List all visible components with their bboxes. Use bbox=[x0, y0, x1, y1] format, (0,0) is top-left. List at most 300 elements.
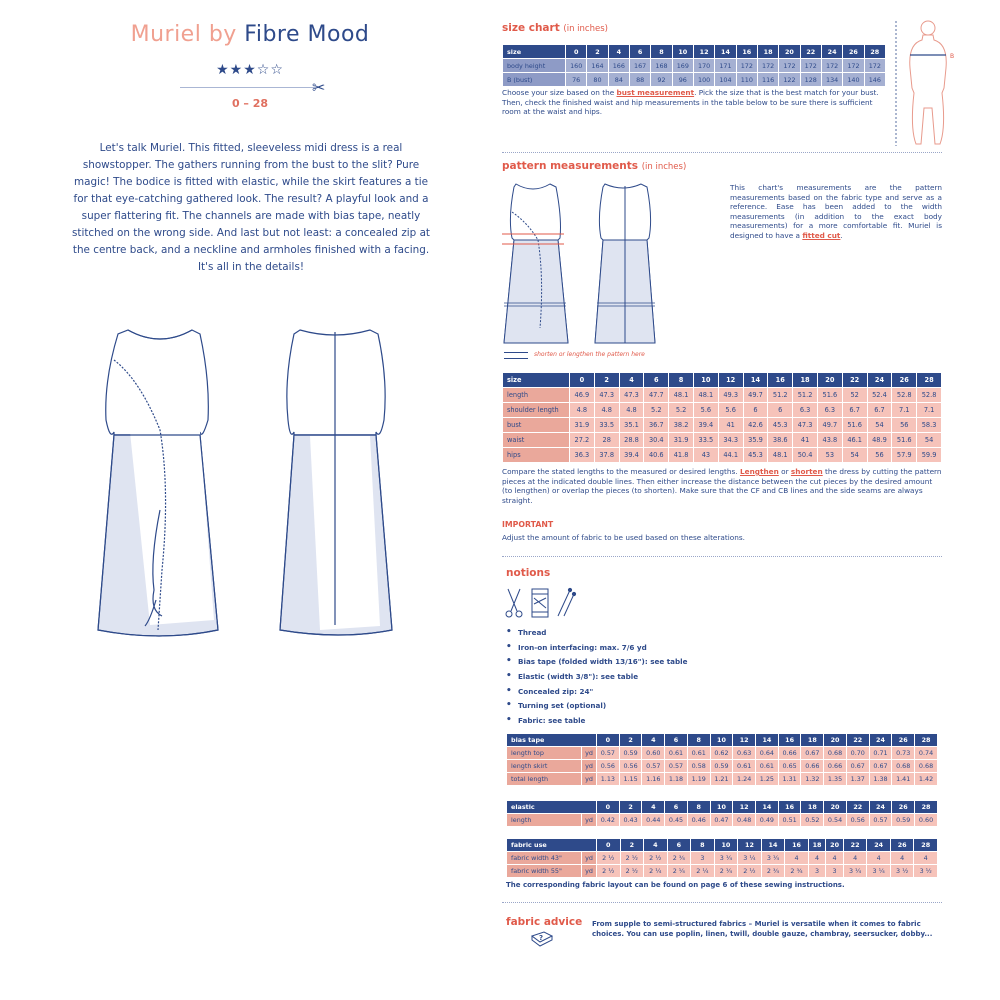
table-cell: 104 bbox=[715, 73, 736, 87]
table-cell: 6.3 bbox=[793, 403, 818, 418]
table-cell: 168 bbox=[651, 59, 672, 73]
table-cell: 122 bbox=[779, 73, 800, 87]
difficulty-stars: ★★★☆☆ bbox=[216, 62, 284, 78]
notion-item: • Concealed zip: 24" bbox=[506, 687, 806, 702]
table-cell: 0.64 bbox=[756, 747, 779, 760]
table-cell: 1.25 bbox=[756, 773, 779, 786]
size-range: 0 – 28 bbox=[231, 97, 269, 110]
size-header-cell: 0 bbox=[570, 373, 595, 388]
table-cell: 169 bbox=[672, 59, 693, 73]
svg-text:?: ? bbox=[539, 934, 544, 942]
table-cell: 1.13 bbox=[597, 773, 620, 786]
size-header-cell: 8 bbox=[687, 801, 710, 814]
table-cell: 6 bbox=[743, 403, 768, 418]
body-figure-illustration bbox=[886, 18, 976, 148]
row-label: length bbox=[503, 388, 570, 403]
row-label: fabric width 55" bbox=[507, 865, 582, 878]
table-header-row bbox=[503, 373, 942, 388]
table-cell: 134 bbox=[821, 73, 842, 87]
size-header-cell: 4 bbox=[642, 801, 665, 814]
shorten-link[interactable]: shorten bbox=[790, 467, 823, 476]
table-cell: 0.54 bbox=[824, 814, 847, 827]
table-cell: 4 bbox=[808, 852, 826, 865]
size-header-cell: 0 bbox=[597, 839, 621, 852]
table-header-label: bias tape bbox=[507, 734, 597, 747]
table-cell: 2 ¼ bbox=[714, 865, 738, 878]
table-cell: 0.61 bbox=[733, 760, 756, 773]
notion-item: • Thread bbox=[506, 628, 806, 643]
table-cell: 48.9 bbox=[867, 433, 892, 448]
table-cell: 172 bbox=[800, 59, 821, 73]
table-cell: 35.1 bbox=[619, 418, 644, 433]
row-label: total length bbox=[507, 773, 582, 786]
table-cell: 50.4 bbox=[793, 448, 818, 463]
size-chart-table-wrap bbox=[502, 44, 886, 87]
table-cell: 35.9 bbox=[743, 433, 768, 448]
table-cell: 0.42 bbox=[597, 814, 620, 827]
notions-icons bbox=[504, 586, 584, 620]
table-cell: 48.1 bbox=[693, 388, 718, 403]
size-header-cell: 28 bbox=[917, 373, 942, 388]
fabric-use-table-wrap bbox=[506, 838, 938, 878]
table-cell: 3 ¼ bbox=[867, 865, 891, 878]
title-muriel-by: Muriel by bbox=[130, 22, 245, 47]
table-cell: 1.41 bbox=[892, 773, 915, 786]
table-header-row bbox=[507, 801, 938, 814]
table-cell: 6.7 bbox=[867, 403, 892, 418]
fabric-layout-note: The corresponding fabric layout can be found on page 6 of these sewing instructions. bbox=[506, 881, 845, 889]
scissors-icon: ✂ bbox=[312, 78, 326, 97]
size-chart-table bbox=[502, 44, 886, 87]
table-row bbox=[503, 73, 886, 87]
size-header-cell: 12 bbox=[733, 801, 756, 814]
row-label: length bbox=[507, 814, 582, 827]
table-cell: 28 bbox=[594, 433, 619, 448]
table-cell: 0.63 bbox=[733, 747, 756, 760]
notion-item: • Bias tape (folded width 13/16"): see table bbox=[506, 657, 806, 672]
table-cell: 0.52 bbox=[801, 814, 824, 827]
size-header-cell: 10 bbox=[710, 801, 733, 814]
table-cell: 27.2 bbox=[570, 433, 595, 448]
table-cell: 38.2 bbox=[669, 418, 694, 433]
table-cell: 1.31 bbox=[778, 773, 801, 786]
pattern-measurements-table bbox=[502, 372, 942, 463]
dress-illustrations bbox=[90, 320, 420, 660]
table-cell: 48.1 bbox=[768, 448, 793, 463]
table-cell: 3 ½ bbox=[914, 865, 938, 878]
row-label: waist bbox=[503, 433, 570, 448]
table-cell: 4.8 bbox=[594, 403, 619, 418]
size-header-cell: 8 bbox=[669, 373, 694, 388]
pattern-desc-b: . bbox=[840, 230, 843, 240]
table-cell: 39.4 bbox=[619, 448, 644, 463]
unit-cell: yd bbox=[582, 814, 597, 827]
table-cell: 0.65 bbox=[778, 760, 801, 773]
unit-cell: yd bbox=[582, 865, 597, 878]
table-cell: 36.3 bbox=[570, 448, 595, 463]
elastic-table-wrap bbox=[506, 800, 938, 827]
dress-back-illustration bbox=[280, 330, 392, 635]
table-cell: 41 bbox=[793, 433, 818, 448]
table-cell: 3 bbox=[691, 852, 715, 865]
table-cell: 3 ¼ bbox=[738, 852, 762, 865]
table-cell: 166 bbox=[608, 59, 629, 73]
table-cell: 56 bbox=[867, 448, 892, 463]
table-cell: 5.6 bbox=[693, 403, 718, 418]
figure-marker-b: B bbox=[950, 53, 955, 60]
size-header-cell: 18 bbox=[801, 801, 824, 814]
table-cell: 4 bbox=[890, 852, 914, 865]
table-cell: 96 bbox=[672, 73, 693, 87]
size-header-cell: 16 bbox=[736, 45, 757, 59]
table-cell: 39.4 bbox=[693, 418, 718, 433]
table-cell: 7.1 bbox=[917, 403, 942, 418]
thread-spool-icon bbox=[532, 589, 548, 617]
table-cell: 164 bbox=[587, 59, 608, 73]
table-cell: 45.3 bbox=[768, 418, 793, 433]
table-cell: 2 ½ bbox=[738, 865, 762, 878]
size-header-cell: 20 bbox=[817, 373, 842, 388]
table-cell: 2 ½ bbox=[597, 852, 621, 865]
notion-item: • Turning set (optional) bbox=[506, 701, 806, 716]
size-header-cell: 20 bbox=[826, 839, 844, 852]
table-cell: 58.3 bbox=[917, 418, 942, 433]
table-cell: 54 bbox=[867, 418, 892, 433]
table-cell: 47.7 bbox=[644, 388, 669, 403]
table-cell: 5.2 bbox=[644, 403, 669, 418]
table-cell: 0.56 bbox=[846, 814, 869, 827]
notions-title: notions bbox=[506, 567, 551, 579]
table-cell: 160 bbox=[566, 59, 587, 73]
row-label: hips bbox=[503, 448, 570, 463]
size-header-cell: 0 bbox=[597, 801, 620, 814]
table-cell: 4 bbox=[826, 852, 844, 865]
size-header-cell: 4 bbox=[642, 734, 665, 747]
table-cell: 172 bbox=[779, 59, 800, 73]
table-cell: 1.19 bbox=[687, 773, 710, 786]
table-cell: 0.46 bbox=[687, 814, 710, 827]
table-cell: 4 bbox=[785, 852, 809, 865]
size-header-cell: 28 bbox=[915, 801, 938, 814]
table-cell: 51.6 bbox=[892, 433, 917, 448]
table-cell: 1.24 bbox=[733, 773, 756, 786]
table-header-label: fabric use bbox=[507, 839, 597, 852]
unit-cell: yd bbox=[582, 773, 597, 786]
table-cell: 100 bbox=[693, 73, 714, 87]
table-cell: 2 ¼ bbox=[667, 865, 691, 878]
size-header-cell: 10 bbox=[693, 373, 718, 388]
size-header-cell: 20 bbox=[824, 801, 847, 814]
table-cell: 37.8 bbox=[594, 448, 619, 463]
divider-3 bbox=[502, 902, 942, 903]
table-cell: 172 bbox=[864, 59, 885, 73]
table-cell: 172 bbox=[843, 59, 864, 73]
table-cell: 0.57 bbox=[642, 760, 665, 773]
row-label: length top bbox=[507, 747, 582, 760]
table-cell: 31.9 bbox=[570, 418, 595, 433]
table-cell: 57.9 bbox=[892, 448, 917, 463]
table-row bbox=[503, 59, 886, 73]
pattern-measurements-title bbox=[502, 160, 686, 172]
table-cell: 2 ¼ bbox=[644, 865, 668, 878]
table-cell: 88 bbox=[629, 73, 650, 87]
table-cell: 172 bbox=[757, 59, 778, 73]
size-header-cell: 26 bbox=[890, 839, 914, 852]
table-header-row bbox=[507, 839, 938, 852]
table-cell: 0.45 bbox=[665, 814, 688, 827]
row-label: length skirt bbox=[507, 760, 582, 773]
table-cell: 46.9 bbox=[570, 388, 595, 403]
table-cell: 3 ¼ bbox=[761, 852, 785, 865]
table-cell: 59.9 bbox=[917, 448, 942, 463]
size-header-cell: 24 bbox=[867, 839, 891, 852]
table-cell: 0.60 bbox=[915, 814, 938, 827]
table-cell: 116 bbox=[757, 73, 778, 87]
table-cell: 2 ¾ bbox=[785, 865, 809, 878]
table-cell: 53 bbox=[817, 448, 842, 463]
size-header-cell: 14 bbox=[715, 45, 736, 59]
size-header-cell: 2 bbox=[594, 373, 619, 388]
table-cell: 0.67 bbox=[846, 760, 869, 773]
size-header-cell: 20 bbox=[779, 45, 800, 59]
table-cell: 110 bbox=[736, 73, 757, 87]
size-header-cell: 22 bbox=[843, 839, 867, 852]
table-cell: 52.8 bbox=[917, 388, 942, 403]
table-cell: 128 bbox=[800, 73, 821, 87]
table-cell: 1.35 bbox=[824, 773, 847, 786]
size-header-cell: 10 bbox=[710, 734, 733, 747]
size-header-cell: 4 bbox=[644, 839, 668, 852]
size-header-cell: 28 bbox=[915, 734, 938, 747]
table-cell: 3 ¼ bbox=[714, 852, 738, 865]
table-cell: 4.8 bbox=[570, 403, 595, 418]
size-header-cell: 8 bbox=[651, 45, 672, 59]
size-chart-heading: size chart bbox=[502, 22, 560, 34]
fabric-use-table bbox=[506, 838, 938, 878]
table-cell: 0.56 bbox=[597, 760, 620, 773]
size-chart-subtitle: (in inches) bbox=[563, 24, 608, 34]
size-header-cell: 14 bbox=[756, 734, 779, 747]
table-cell: 0.70 bbox=[846, 747, 869, 760]
table-cell: 2 ½ bbox=[620, 852, 644, 865]
table-cell: 41.8 bbox=[669, 448, 694, 463]
size-header-cell: 6 bbox=[667, 839, 691, 852]
size-header-cell: 22 bbox=[846, 734, 869, 747]
size-header-cell: 16 bbox=[785, 839, 809, 852]
table-cell: 36.7 bbox=[644, 418, 669, 433]
table-cell: 1.15 bbox=[619, 773, 642, 786]
size-header-cell: 6 bbox=[629, 45, 650, 59]
table-cell: 0.71 bbox=[869, 747, 892, 760]
pattern-front-illustration bbox=[502, 184, 568, 343]
compare-text-a: Compare the stated lengths to the measured or desired lengths. bbox=[502, 467, 740, 476]
size-header-cell: 24 bbox=[869, 734, 892, 747]
table-cell: 41 bbox=[718, 418, 743, 433]
table-cell: 51.2 bbox=[793, 388, 818, 403]
intro-text: Let's talk Muriel. This fitted, sleeveless midi dress is a real showstopper. The gathers running from the bust to the slit? Pure magic! The bodice is fitted with elastic, while the skirt features a tie for that eye-catching gathered look. The result? A playful look and a super flattering fit. The channels are made with bias tape, neatly stitched on the wrong side. And last but not least: a concealed zip at the centre back, and a neckline and armholes finished with a facing. It's all in the details! bbox=[71, 142, 431, 273]
table-cell: 0.59 bbox=[619, 747, 642, 760]
table-cell: 56 bbox=[892, 418, 917, 433]
double-line-icon bbox=[504, 352, 528, 359]
table-cell: 2 ¼ bbox=[691, 865, 715, 878]
table-cell: 4.8 bbox=[619, 403, 644, 418]
row-label: body height bbox=[503, 59, 566, 73]
table-cell: 0.74 bbox=[915, 747, 938, 760]
table-cell: 2 ½ bbox=[620, 865, 644, 878]
size-header-cell: 16 bbox=[768, 373, 793, 388]
table-cell: 1.18 bbox=[665, 773, 688, 786]
table-cell: 38.6 bbox=[768, 433, 793, 448]
fitted-cut-link[interactable]: fitted cut bbox=[802, 230, 841, 240]
table-cell: 76 bbox=[566, 73, 587, 87]
table-row bbox=[507, 747, 938, 760]
table-cell: 0.61 bbox=[665, 747, 688, 760]
table-cell: 4 bbox=[867, 852, 891, 865]
table-cell: 171 bbox=[715, 59, 736, 73]
compare-text-b: the dress by cutting the pattern pieces at the indicated double lines. Then either increase the distance between the cut pieces by the desired amount (to lengthen) or overlap the pieces (to shorten). Make sure that the CF and CB lines and the side seams are always straight. bbox=[502, 467, 942, 505]
table-cell: 3 ½ bbox=[890, 865, 914, 878]
compare-or: or bbox=[778, 467, 791, 476]
row-label: bust bbox=[503, 418, 570, 433]
size-header-cell: 8 bbox=[687, 734, 710, 747]
size-header-cell: 2 bbox=[620, 839, 644, 852]
size-header-cell: 4 bbox=[619, 373, 644, 388]
table-header-label: size bbox=[503, 45, 566, 59]
notion-item: • Elastic (width 3/8"): see table bbox=[506, 672, 806, 687]
table-row bbox=[503, 388, 942, 403]
pattern-back-illustration bbox=[595, 184, 655, 343]
size-header-cell: 26 bbox=[892, 373, 917, 388]
table-row bbox=[503, 418, 942, 433]
pattern-measurements-heading: pattern measurements bbox=[502, 160, 639, 172]
table-cell: 0.56 bbox=[619, 760, 642, 773]
size-header-cell: 2 bbox=[619, 734, 642, 747]
table-cell: 6.7 bbox=[842, 403, 867, 418]
row-label: B (bust) bbox=[503, 73, 566, 87]
table-cell: 0.59 bbox=[892, 814, 915, 827]
size-header-cell: 20 bbox=[824, 734, 847, 747]
table-cell: 54 bbox=[917, 433, 942, 448]
table-cell: 51.6 bbox=[842, 418, 867, 433]
table-cell: 0.57 bbox=[665, 760, 688, 773]
table-cell: 0.66 bbox=[824, 760, 847, 773]
table-cell: 0.66 bbox=[778, 747, 801, 760]
table-cell: 3 ¼ bbox=[843, 865, 867, 878]
size-header-cell: 2 bbox=[587, 45, 608, 59]
page-title bbox=[0, 22, 500, 47]
scissors-notion-icon bbox=[506, 589, 522, 617]
table-cell: 45.3 bbox=[743, 448, 768, 463]
pattern-measurements-subtitle: (in inches) bbox=[641, 162, 687, 172]
unit-cell: yd bbox=[582, 852, 597, 865]
title-brand: Fibre Mood bbox=[244, 22, 370, 47]
size-header-cell: 18 bbox=[793, 373, 818, 388]
table-cell: 33.5 bbox=[693, 433, 718, 448]
table-cell: 0.48 bbox=[733, 814, 756, 827]
table-cell: 49.3 bbox=[718, 388, 743, 403]
size-header-cell: 16 bbox=[778, 801, 801, 814]
table-cell: 0.66 bbox=[801, 760, 824, 773]
table-cell: 31.9 bbox=[669, 433, 694, 448]
table-cell: 34.3 bbox=[718, 433, 743, 448]
table-cell: 44.1 bbox=[718, 448, 743, 463]
table-cell: 84 bbox=[608, 73, 629, 87]
size-header-cell: 14 bbox=[761, 839, 785, 852]
table-row bbox=[503, 448, 942, 463]
size-header-cell: 12 bbox=[718, 373, 743, 388]
pattern-measurements-desc bbox=[730, 183, 942, 240]
fabric-advice-title: fabric advice bbox=[506, 916, 583, 928]
table-row bbox=[507, 760, 938, 773]
table-cell: 0.68 bbox=[824, 747, 847, 760]
size-header-cell: 8 bbox=[691, 839, 715, 852]
fabric-question-icon bbox=[530, 930, 554, 948]
table-cell: 0.68 bbox=[915, 760, 938, 773]
notion-item: • Fabric: see table bbox=[506, 716, 806, 731]
table-cell: 49.7 bbox=[743, 388, 768, 403]
table-cell: 0.58 bbox=[687, 760, 710, 773]
table-cell: 33.5 bbox=[594, 418, 619, 433]
compare-text bbox=[502, 467, 942, 505]
table-cell: 43 bbox=[693, 448, 718, 463]
size-header-cell: 24 bbox=[821, 45, 842, 59]
size-header-cell: 26 bbox=[843, 45, 864, 59]
table-cell: 172 bbox=[821, 59, 842, 73]
table-cell: 1.21 bbox=[710, 773, 733, 786]
size-chart-text-b: . Pick the size that is the best match for your bust. Then, check the finished waist and hip measurements in the table below to be sure there is sufficient room at the waist and hips. bbox=[502, 88, 879, 116]
pins-icon bbox=[558, 588, 576, 616]
size-header-cell: 26 bbox=[892, 734, 915, 747]
table-cell: 47.3 bbox=[619, 388, 644, 403]
table-cell: 46.1 bbox=[842, 433, 867, 448]
size-header-cell: 16 bbox=[778, 734, 801, 747]
table-cell: 170 bbox=[693, 59, 714, 73]
table-cell: 92 bbox=[651, 73, 672, 87]
table-cell: 0.51 bbox=[778, 814, 801, 827]
bust-measurement-link[interactable]: bust measurement bbox=[616, 88, 695, 97]
table-row bbox=[507, 852, 938, 865]
row-label: shoulder length bbox=[503, 403, 570, 418]
table-cell: 80 bbox=[587, 73, 608, 87]
pattern-illustrations bbox=[498, 178, 668, 350]
table-cell: 0.68 bbox=[892, 760, 915, 773]
table-cell: 0.73 bbox=[892, 747, 915, 760]
size-header-cell: 18 bbox=[757, 45, 778, 59]
table-cell: 0.67 bbox=[869, 760, 892, 773]
elastic-table bbox=[506, 800, 938, 827]
table-cell: 3 bbox=[808, 865, 826, 878]
table-cell: 47.3 bbox=[594, 388, 619, 403]
unit-cell: yd bbox=[582, 747, 597, 760]
table-cell: 48.1 bbox=[669, 388, 694, 403]
size-header-cell: 4 bbox=[608, 45, 629, 59]
table-cell: 5.6 bbox=[718, 403, 743, 418]
table-row bbox=[503, 433, 942, 448]
size-header-cell: 12 bbox=[693, 45, 714, 59]
table-cell: 140 bbox=[843, 73, 864, 87]
size-header-cell: 14 bbox=[743, 373, 768, 388]
table-cell: 2 ½ bbox=[597, 865, 621, 878]
table-cell: 42.6 bbox=[743, 418, 768, 433]
table-cell: 7.1 bbox=[892, 403, 917, 418]
table-row bbox=[507, 865, 938, 878]
size-header-cell: 18 bbox=[801, 734, 824, 747]
table-cell: 0.44 bbox=[642, 814, 665, 827]
size-chart-text-a: Choose your size based on the bbox=[502, 88, 617, 97]
lengthen-link[interactable]: Lengthen bbox=[739, 467, 779, 476]
table-cell: 146 bbox=[864, 73, 885, 87]
table-row bbox=[507, 814, 938, 827]
